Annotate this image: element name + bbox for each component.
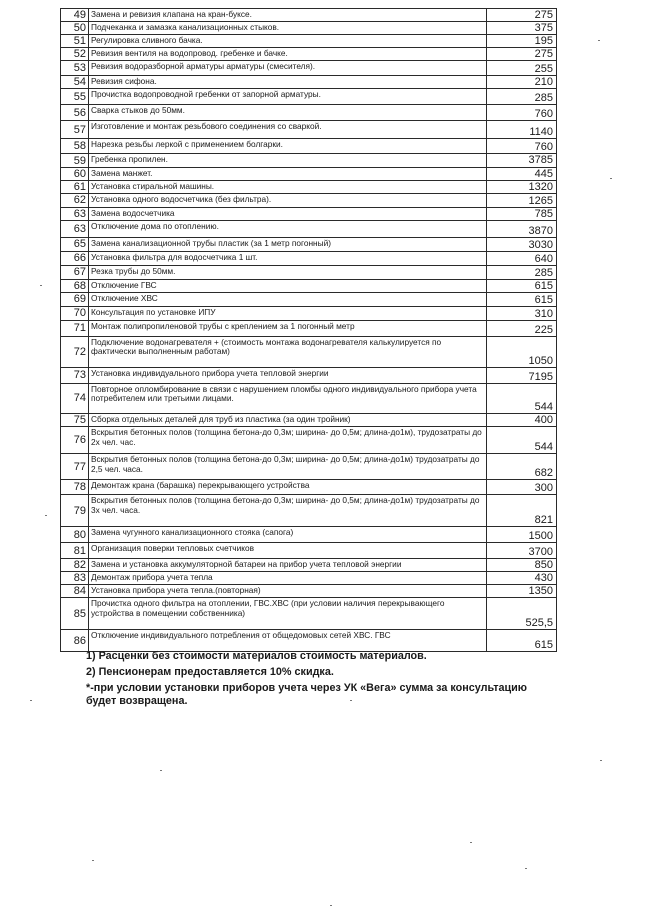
table-row xyxy=(61,572,557,585)
row-number: 63 xyxy=(61,220,89,237)
row-number: 52 xyxy=(61,48,89,61)
table-row xyxy=(61,251,557,265)
service-price: 525,5 xyxy=(487,598,557,630)
service-description: Изготовление и монтаж резьбового соединения со сваркой. xyxy=(89,121,487,139)
table-row xyxy=(61,454,557,480)
service-price: 375 xyxy=(487,22,557,35)
service-description: Монтаж полипропиленовой трубы с креплением за 1 погонный метр xyxy=(89,320,487,336)
table-row xyxy=(61,76,557,89)
service-price: 3700 xyxy=(487,543,557,559)
row-number: 53 xyxy=(61,61,89,76)
row-number: 67 xyxy=(61,265,89,279)
service-description: Ревизия сифона. xyxy=(89,76,487,89)
table-row xyxy=(61,383,557,413)
table-row xyxy=(61,598,557,630)
service-price: 195 xyxy=(487,35,557,48)
row-number: 80 xyxy=(61,527,89,543)
table-row xyxy=(61,9,557,22)
row-number: 51 xyxy=(61,35,89,48)
price-list-table xyxy=(60,8,557,652)
service-price: 544 xyxy=(487,427,557,454)
table-row xyxy=(61,121,557,139)
service-price: 255 xyxy=(487,61,557,76)
service-price: 400 xyxy=(487,413,557,426)
service-description: Нарезка резьбы леркой с применением болгарки. xyxy=(89,139,487,154)
row-number: 84 xyxy=(61,585,89,598)
service-description: Подключение водонагревателя + (стоимость монтажа водонагревателя калькулируется по фактически выполненным работам) xyxy=(89,336,487,367)
row-number: 50 xyxy=(61,22,89,35)
service-price: 430 xyxy=(487,572,557,585)
scan-speck xyxy=(470,842,472,843)
row-number: 65 xyxy=(61,237,89,251)
scan-speck xyxy=(610,178,612,179)
row-number: 58 xyxy=(61,139,89,154)
service-description: Демонтаж прибора учета тепла xyxy=(89,572,487,585)
service-price: 1140 xyxy=(487,121,557,139)
service-description: Замена манжет. xyxy=(89,167,487,180)
service-description: Вскрытия бетонных полов (толщина бетона-до 0,3м; ширина- до 0,5м; длина-до1м), трудозатраты до 2х чел. час. xyxy=(89,427,487,454)
row-number: 56 xyxy=(61,105,89,121)
service-description: Установка индивидуального прибора учета тепловой энергии xyxy=(89,367,487,383)
row-number: 76 xyxy=(61,427,89,454)
table-row xyxy=(61,630,557,652)
service-price: 785 xyxy=(487,207,557,220)
service-description: Прочистка одного фильтра на отоплении, ГВС.ХВС (при условии наличия перекрывающего устройства в помещении собственника) xyxy=(89,598,487,630)
row-number: 79 xyxy=(61,495,89,527)
service-description: Прочистка водопроводной гребенки от запорной арматуры. xyxy=(89,89,487,105)
service-price: 3030 xyxy=(487,237,557,251)
service-price: 850 xyxy=(487,559,557,572)
service-price: 1350 xyxy=(487,585,557,598)
service-price: 275 xyxy=(487,48,557,61)
table-row xyxy=(61,139,557,154)
row-number: 86 xyxy=(61,630,89,652)
service-description: Консультация по установке ИПУ xyxy=(89,306,487,320)
service-price: 285 xyxy=(487,89,557,105)
scan-speck xyxy=(350,700,352,701)
table-row xyxy=(61,35,557,48)
table-row xyxy=(61,543,557,559)
service-price: 3870 xyxy=(487,220,557,237)
service-description: Повторное опломбирование в связи с нарушением пломбы одного индивидуального прибора учета потребителем или третьими лицами. xyxy=(89,383,487,413)
service-description: Замена водосчетчика xyxy=(89,207,487,220)
scan-speck xyxy=(30,700,32,701)
scan-speck xyxy=(330,905,332,906)
scan-speck xyxy=(525,868,527,869)
scan-speck xyxy=(40,285,42,286)
service-description: Отключение ХВС xyxy=(89,292,487,306)
table-row xyxy=(61,22,557,35)
service-price: 544 xyxy=(487,383,557,413)
table-row xyxy=(61,495,557,527)
footnotes xyxy=(86,650,546,711)
table-row xyxy=(61,320,557,336)
service-description: Отключение дома по отоплению. xyxy=(89,220,487,237)
service-price: 640 xyxy=(487,251,557,265)
service-description: Отключение ГВС xyxy=(89,279,487,292)
service-description: Резка трубы до 50мм. xyxy=(89,265,487,279)
table-row xyxy=(61,559,557,572)
service-description: Организация поверки тепловых счетчиков xyxy=(89,543,487,559)
service-description: Установка стиральной машины. xyxy=(89,180,487,193)
table-row xyxy=(61,367,557,383)
row-number: 72 xyxy=(61,336,89,367)
service-price: 310 xyxy=(487,306,557,320)
service-price: 1500 xyxy=(487,527,557,543)
service-price: 1265 xyxy=(487,193,557,207)
row-number: 60 xyxy=(61,167,89,180)
service-price: 3785 xyxy=(487,154,557,167)
service-description: Регулировка сливного бачка. xyxy=(89,35,487,48)
table-row xyxy=(61,427,557,454)
service-description: Установка прибора учета тепла.(повторная) xyxy=(89,585,487,598)
service-price: 615 xyxy=(487,292,557,306)
row-number: 55 xyxy=(61,89,89,105)
row-number: 66 xyxy=(61,251,89,265)
service-price: 615 xyxy=(487,630,557,652)
table-row xyxy=(61,167,557,180)
row-number: 82 xyxy=(61,559,89,572)
table-row xyxy=(61,220,557,237)
service-price: 1050 xyxy=(487,336,557,367)
service-description: Гребенка пропилен. xyxy=(89,154,487,167)
service-price: 445 xyxy=(487,167,557,180)
table-row xyxy=(61,207,557,220)
service-description: Вскрытия бетонных полов (толщина бетона-до 0,3м; ширина- до 0,5м; длина-до1м) трудозатраты до 2,5 чел. часа. xyxy=(89,454,487,480)
table-row xyxy=(61,279,557,292)
table-row xyxy=(61,265,557,279)
table-row xyxy=(61,336,557,367)
scan-speck xyxy=(598,40,600,41)
table-row xyxy=(61,180,557,193)
table-row xyxy=(61,480,557,495)
row-number: 75 xyxy=(61,413,89,426)
service-description: Сборка отдельных деталей для труб из пластика (за один тройник) xyxy=(89,413,487,426)
table-row xyxy=(61,527,557,543)
scan-speck xyxy=(92,860,94,861)
table-row xyxy=(61,413,557,426)
scan-speck xyxy=(45,515,47,516)
service-description: Замена канализационной трубы пластик (за 1 метр погонный) xyxy=(89,237,487,251)
service-price: 821 xyxy=(487,495,557,527)
table-row xyxy=(61,48,557,61)
service-description: Замена и ревизия клапана на кран-буксе. xyxy=(89,9,487,22)
row-number: 59 xyxy=(61,154,89,167)
table-row xyxy=(61,105,557,121)
table-row xyxy=(61,585,557,598)
table-row xyxy=(61,89,557,105)
row-number: 61 xyxy=(61,180,89,193)
row-number: 77 xyxy=(61,454,89,480)
service-price: 300 xyxy=(487,480,557,495)
service-price: 1320 xyxy=(487,180,557,193)
table-row xyxy=(61,292,557,306)
row-number: 73 xyxy=(61,367,89,383)
service-price: 760 xyxy=(487,105,557,121)
note-pensioner-discount: 2) Пенсионерам предоставляется 10% скидка. xyxy=(86,665,334,678)
service-price: 275 xyxy=(487,9,557,22)
service-description: Отключение индивидуального потребления от общедомовых сетей ХВС. ГВС xyxy=(89,630,487,652)
row-number: 81 xyxy=(61,543,89,559)
row-number: 62 xyxy=(61,193,89,207)
note-materials: 1) Расценки без стоимости материалов стоимость материалов. xyxy=(86,650,427,662)
service-description: Подчеканка и замазка канализационных стыков. xyxy=(89,22,487,35)
table-row xyxy=(61,193,557,207)
table-row xyxy=(61,306,557,320)
service-description: Ревизия водоразборной арматуры арматуры (смесителя). xyxy=(89,61,487,76)
table-row xyxy=(61,237,557,251)
row-number: 49 xyxy=(61,9,89,22)
table-row xyxy=(61,61,557,76)
service-description: Демонтаж крана (барашка) перекрывающего устройства xyxy=(89,480,487,495)
row-number: 69 xyxy=(61,292,89,306)
row-number: 57 xyxy=(61,121,89,139)
service-description: Ревизия вентиля на водопровод. гребенке и бачке. xyxy=(89,48,487,61)
service-price: 210 xyxy=(487,76,557,89)
service-description: Замена и установка аккумуляторной батареи на прибор учета тепловой энергии xyxy=(89,559,487,572)
row-number: 70 xyxy=(61,306,89,320)
service-price: 615 xyxy=(487,279,557,292)
service-price: 682 xyxy=(487,454,557,480)
service-description: Сварка стыков до 50мм. xyxy=(89,105,487,121)
row-number: 63 xyxy=(61,207,89,220)
service-description: Установка фильтра для водосчетчика 1 шт. xyxy=(89,251,487,265)
scan-speck xyxy=(600,760,602,761)
scan-speck xyxy=(160,770,162,771)
service-price: 760 xyxy=(487,139,557,154)
row-number: 68 xyxy=(61,279,89,292)
row-number: 71 xyxy=(61,320,89,336)
table-row xyxy=(61,154,557,167)
service-price: 225 xyxy=(487,320,557,336)
row-number: 85 xyxy=(61,598,89,630)
service-price: 285 xyxy=(487,265,557,279)
service-description: Замена чугунного канализационного стояка (сапога) xyxy=(89,527,487,543)
row-number: 83 xyxy=(61,572,89,585)
row-number: 54 xyxy=(61,76,89,89)
service-price: 7195 xyxy=(487,367,557,383)
row-number: 74 xyxy=(61,383,89,413)
row-number: 78 xyxy=(61,480,89,495)
service-description: Установка одного водосчетчика (без фильтра). xyxy=(89,193,487,207)
service-description: Вскрытия бетонных полов (толщина бетона-до 0,3м; ширина- до 0,5м; длина-до1м) трудозатраты до 3х чел. часа. xyxy=(89,495,487,527)
note-consultation-refund: *-при условии установки приборов учета через УК «Вега» сумма за консультацию будет возвращена. xyxy=(86,681,527,707)
